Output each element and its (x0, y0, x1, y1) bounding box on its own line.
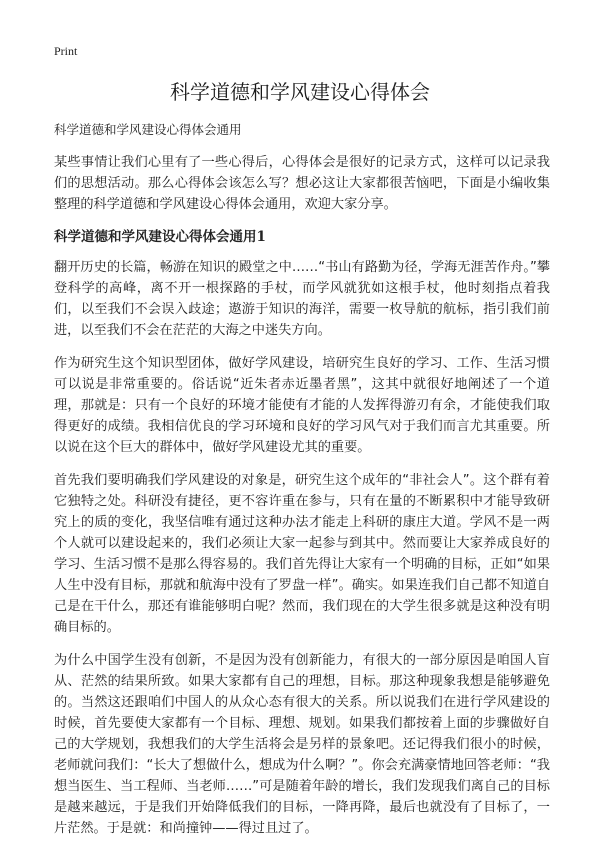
intro-paragraph: 某些事情让我们心里有了一些心得后，心得体会是很好的记录方式，这样可以记录我们的思想活动。那么心得体会该怎么写？想必这让大家都很苦恼吧，下面是小编收集整理的科学道德和学风建设心得体会通用，欢迎大家分享。 (54, 155, 550, 212)
body-paragraph: 翻开历史的长篇，畅游在知识的殿堂之中……“书山有路勤为径，学海无涯苦作舟。”攀登科学的高峰，离不开一根探路的手杖，而学风就犹如这根手杖，他时刻指点着我们，以至我们不会误入歧途；遨游于知识的海洋，需要一枚导航的航标，指引我们前进，以至我们不会在茫茫的大海之中迷失方向。 (54, 260, 550, 338)
page-title: 科学道德和学风建设心得体会 (170, 80, 430, 104)
body-paragraph: 为什么中国学生没有创新，不是因为没有创新能力，有很大的一部分原因是咱国人盲从、茫然的结果所致。如果大家都有自己的理想，目标。那这种现象我想是能够避免的。当然这还跟咱们中国人的从众心态有很大的关系。所以说我们在进行学风建设的时候，首先要使大家都有一个目标、理想、规划。如果我们都按着上面的步骤做好自己的大学规划，我想我们的大学生活将会是另样的景象吧。还记得我们很小的时候，老师就问我们：“长大了想做什么，想成为什么啊？”。你会充满豪情地回答老师：“我想当医生、当工程师、当老师……”可是随着年龄的增长，我们发现我们离自己的目标是越来越远，于是我们开始降低我们的目标，一降再降，最后也就没有了目标了，一片茫然。于是就：和尚撞钟——得过且过了。 (54, 653, 550, 836)
article-body (54, 120, 550, 851)
print-link[interactable]: Print (54, 44, 78, 58)
body-paragraph: 首先我们要明确我们学风建设的对象是，研究生这个成年的“非社会人”。这个群有着它独特之处。科研没有捷径，更不容许重在参与，只有在量的不断累积中才能导致研究上的质的变化，我坚信唯有通过这种办法才能走上科研的康庄大道。学风不是一两个人就可以建设起来的，我们必须让大家一起参与到其中。然而要让大家养成良好的学习、生活习惯不是那么得容易的。我们首先得让大家有一个明确的目标，正如“如果人生中没有目标，那就和航海中没有了罗盘一样”。确实。如果连我们自己都不知道自己是在干什么，那还有谁能够明白呢？然而，我们现在的大学生很多就是这种没有明确目标的。 (54, 473, 550, 635)
article-subtitle: 科学道德和学风建设心得体会通用 (54, 122, 242, 137)
section-heading: 科学道德和学风建设心得体会通用1 (54, 229, 266, 245)
body-paragraph: 作为研究生这个知识型团体，做好学风建设，培研究生良好的学习、工作、生活习惯可以说是非常重要的。俗话说“近朱者赤近墨者黑”，这其中就很好地阐述了一个道理，那就是：只有一个良好的环境才能使有才能的人发挥得游刃有余，才能使我们取得更好的成绩。我相信优良的学习环境和良好的学习风气对于我们而言尤其重要。所以说在这个巨大的群体中，做好学风建设尤其的重要。 (54, 356, 550, 455)
